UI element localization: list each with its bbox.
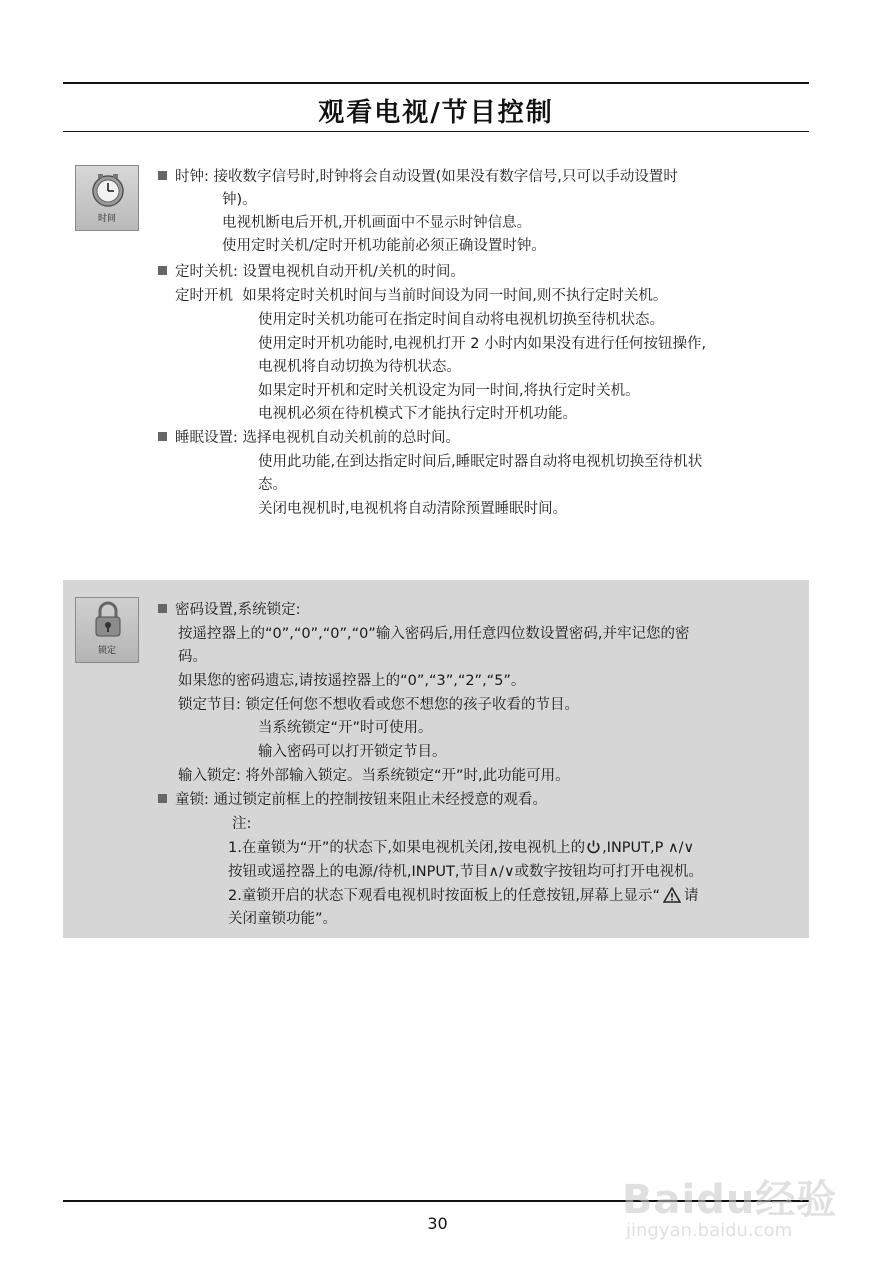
bullet-icon [158,171,167,180]
note-line-3: 2.童锁开启的状态下观看电视机时按面板上的任意按钮,屏幕上显示“ 请 [228,888,699,904]
input-lock-line: 输入锁定: 将外部输入锁定。当系统锁定“开”时,此功能可用。 [178,768,570,784]
bullet-icon [158,266,167,275]
clock-title-line: 时钟: 接收数字信号时,时钟将会自动设置(如果没有数字信号,只可以手动设置时 [158,165,678,186]
lock-program-line: 输入密码可以打开锁定节目。 [258,744,447,760]
page-number: 30 [427,1214,448,1233]
note-label: 注: [232,816,252,832]
lock-icon-box [75,597,139,663]
time-icon-caption: 时间 [97,214,116,224]
password-line: 码。 [178,649,207,665]
sleep-title-line: 睡眠设置: 选择电视机自动关机前的总时间。 [158,426,460,447]
timer-line: 如果定时开机和定时关机设定为同一时间,将执行定时关机。 [258,383,640,399]
note-line-4: 关闭童锁功能”。 [228,911,338,927]
lock-icon-caption: 锁定 [97,646,116,656]
note-line-2: 按钮或遥控器上的电源/待机,INPUT,节目∧/∨或数字按钮均可打开电视机。 [228,864,704,880]
clock-line: 使用定时关机/定时开机功能前必须正确设置时钟。 [222,238,546,254]
time-icon-box [75,165,139,231]
sleep-line: 关闭电视机时,电视机将自动清除预置睡眠时间。 [258,501,568,517]
note-line-1: 1.在童锁为“开”的状态下,如果电视机关闭,按电视机上的 ,INPUT,P ∧/∨ [228,840,695,856]
page-title: 观看电视/节目控制 [318,98,554,128]
sleep-line: 使用此功能,在到达指定时间后,睡眠定时器自动将电视机切换至待机状 [258,454,703,470]
header-bottom-rule [63,131,809,132]
bullet-icon [158,604,167,613]
clock-line: 电视机断电后开机,开机画面中不显示时钟信息。 [222,215,532,231]
timer-line: 使用定时关机功能可在指定时间自动将电视机切换至待机状态。 [258,312,664,328]
warning-icon [663,887,681,903]
lock-icon [90,600,126,640]
password-line: 如果您的密码遗忘,请按遥控器上的“0”,“3”,“2”,“5”。 [178,673,526,689]
clock-line: 钟)。 [222,192,257,208]
lock-program-line: 锁定节目: 锁定任何您不想收看或您不想您的孩子收看的节目。 [178,697,579,713]
baidu-watermark [622,1150,842,1250]
timer-off-title-line: 定时关机: 设置电视机自动开机/关机的时间。 [158,260,465,281]
timer-line: 使用定时开机功能时,电视机打开 2 小时内如果没有进行任何按钮操作, [258,336,707,352]
child-lock-title-line: 童锁: 通过锁定前框上的控制按钮来阻止未经授意的观看。 [158,788,547,809]
password-title-line: 密码设置,系统锁定: [158,598,301,619]
sleep-line: 态。 [258,477,287,493]
timer-line: 电视机将自动切换为待机状态。 [258,359,461,375]
lock-program-line: 当系统锁定“开”时可使用。 [258,720,433,736]
bullet-icon [158,432,167,441]
header-top-rule [63,82,809,84]
clock-icon [90,172,126,208]
password-line: 按遥控器上的“0”,“0”,“0”,“0”输入密码后,用任意四位数设置密码,并牢记您的密 [178,626,690,642]
timer-on-title-line: 定时开机 如果将定时关机时间与当前时间设为同一时间,则不执行定时关机。 [175,288,668,304]
watermark-logo: Baidu经验 [622,1177,838,1223]
timer-line: 电视机必须在待机模式下才能执行定时开机功能。 [258,406,577,422]
watermark-url: jingyan.baidu.com [626,1220,793,1241]
bullet-icon [158,794,167,803]
power-icon [586,839,601,854]
